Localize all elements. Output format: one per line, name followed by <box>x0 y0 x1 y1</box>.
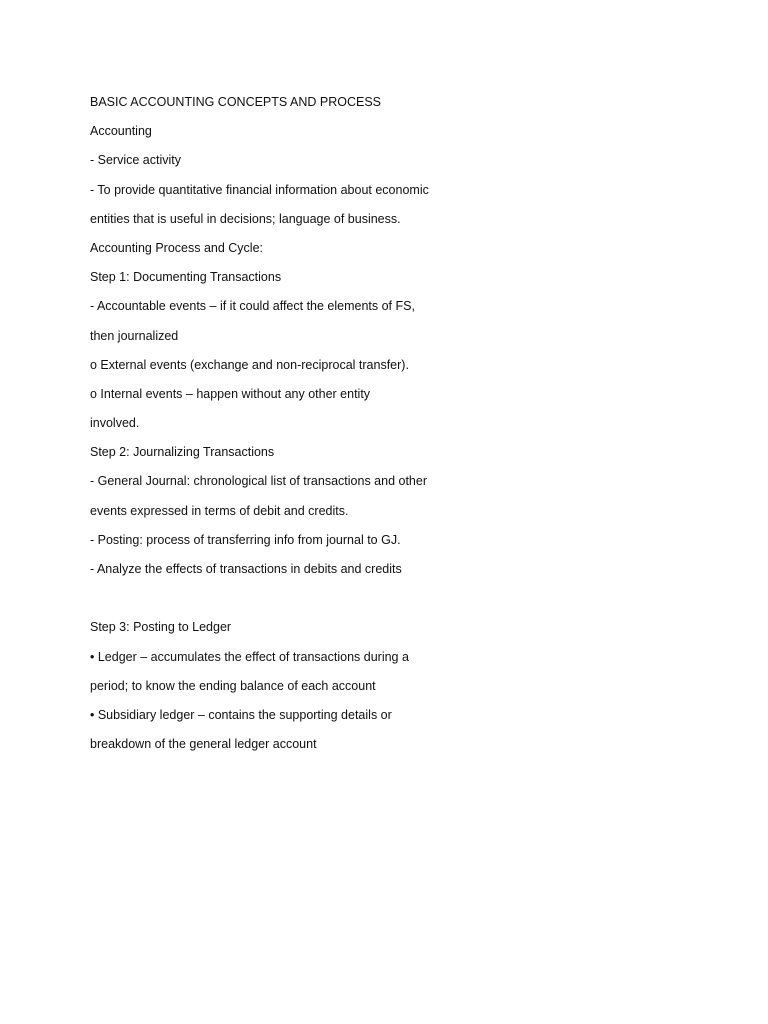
text-line: - To provide quantitative financial information about economic <box>90 182 429 197</box>
text-line: - General Journal: chronological list of transactions and other <box>90 474 427 489</box>
step-heading-3: Step 3: Posting to Ledger <box>90 620 232 635</box>
text-line: - Accountable events – if it could affect the elements of FS, <box>90 299 415 314</box>
text-line: - Posting: process of transferring info from journal to GJ. <box>90 532 401 547</box>
text-line: - Service activity <box>90 153 181 168</box>
text-line: • Subsidiary ledger – contains the supporting details or <box>90 707 392 722</box>
text-line: involved. <box>90 416 140 431</box>
text-line: • Ledger – accumulates the effect of transactions during a <box>90 649 409 664</box>
text-line: o Internal events – happen without any other entity <box>90 386 371 401</box>
section-heading-process: Accounting Process and Cycle: <box>90 240 264 255</box>
text-line: events expressed in terms of debit and credits. <box>90 503 349 518</box>
text-line: o External events (exchange and non-reciprocal transfer). <box>90 357 409 372</box>
step-heading-1: Step 1: Documenting Transactions <box>90 270 282 285</box>
text-line: then journalized <box>90 328 179 343</box>
document-title: BASIC ACCOUNTING CONCEPTS AND PROCESS <box>90 95 382 109</box>
text-line: breakdown of the general ledger account <box>90 737 317 752</box>
text-line: period; to know the ending balance of each account <box>90 678 376 693</box>
section-heading-accounting: Accounting <box>90 124 152 139</box>
text-line: entities that is useful in decisions; language of business. <box>90 211 401 226</box>
blank-line <box>90 584 690 613</box>
text-line: - Analyze the effects of transactions in debits and credits <box>90 562 402 576</box>
document-body <box>90 88 690 759</box>
step-heading-2: Step 2: Journalizing Transactions <box>90 445 275 460</box>
